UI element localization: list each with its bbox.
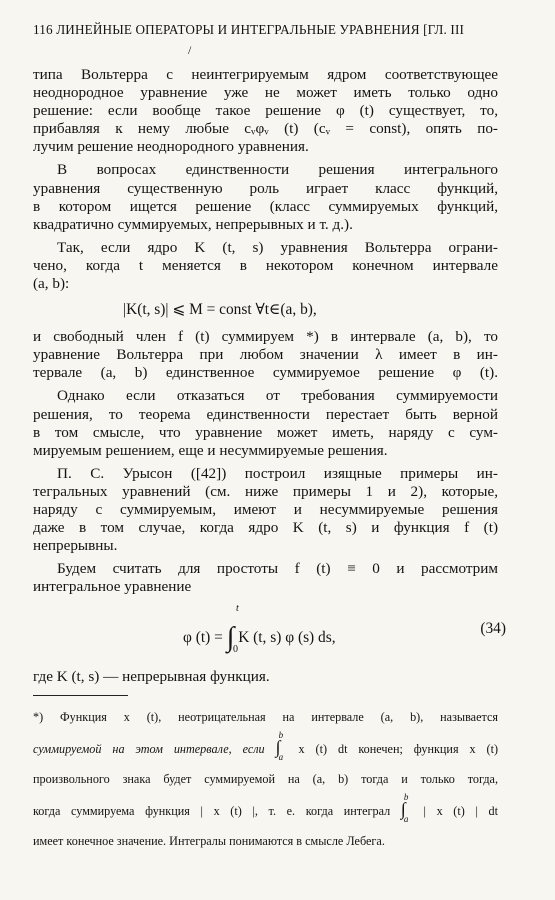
integral-sign-icon: ∫ b a xyxy=(276,732,288,762)
header-title: ЛИНЕЙНЫЕ ОПЕРАТОРЫ И ИНТЕГРАЛЬНЫЕ УРАВНЕНИЯ xyxy=(56,22,420,37)
integral-lower-limit: 0 xyxy=(233,644,238,656)
text-line: непрерывны. xyxy=(33,537,118,555)
paragraph-8 xyxy=(33,668,498,686)
equation-lhs: φ (t) = xyxy=(183,629,223,647)
text-line: уравнение Вольтерра при любом значении λ имеет в ин- xyxy=(33,346,498,364)
footnote-line xyxy=(33,729,499,764)
text-line: где K (t, s) — непрерывная функция. xyxy=(33,668,270,686)
equation-number: (34) xyxy=(480,620,506,638)
paragraph-4 xyxy=(33,328,498,382)
text-line: типа Вольтерра с неинтегрируемым ядром соответствующее xyxy=(33,66,498,83)
footnote-text: суммируемой на этом интервале, если xyxy=(33,741,265,756)
text-line: тервале (a, b) единственное суммируемое решение φ (t). xyxy=(33,364,498,382)
integral-sign-icon: ∫ xyxy=(226,622,235,654)
text-line: Будем считать для простоты f (t) ≡ 0 и рассмотрим xyxy=(57,560,498,578)
stray-mark: / xyxy=(188,43,192,57)
integral-sign-icon: ∫ b a xyxy=(401,794,413,824)
header-chapter: [ГЛ. III xyxy=(423,22,465,37)
text-line: уравнения существенную роль играет класс функций, xyxy=(33,179,498,197)
paragraph-1 xyxy=(33,66,498,156)
text-line: В вопросах единственности решения интегрального xyxy=(57,161,498,179)
integral-lower-limit: a xyxy=(403,813,409,824)
text-line: в котором ищется решение (класс суммируемых функций, xyxy=(33,197,498,215)
footnote-line: произвольного знака будет суммируемой на (a, b) тогда и только тогда, xyxy=(33,771,498,786)
text-line: решение: если вообще такое решение φ (t) существует, то, xyxy=(33,102,498,120)
text-line: Так, если ядро K (t, s) уравнения Вольтерра ограни- xyxy=(57,238,498,256)
footnote-text: | x (t) | dt xyxy=(423,803,498,818)
integral-equation xyxy=(33,600,506,664)
kernel-bound-formula: |K(t, s)| ⩽ M = const ∀t∈(a, b), xyxy=(123,301,317,319)
text-line: квадратично суммируемых, непрерывных и т. д.). xyxy=(33,215,353,233)
equation-rhs: K (t, s) φ (s) ds, xyxy=(238,629,336,647)
integral-upper-limit: b xyxy=(403,791,409,802)
page-number: 116 xyxy=(33,22,53,37)
text-line: и свободный член f (t) суммируем *) в интервале (a, b), то xyxy=(33,328,498,346)
text-line: наряду с суммируемым, имеют и несуммируемые решения xyxy=(33,500,498,518)
text-line: лучим решение неоднородного уравнения. xyxy=(33,138,309,156)
text-line: П. С. Урысон ([42]) построил изящные примеры ин- xyxy=(57,464,498,482)
footnote-line: *) Функция x (t), неотрицательная на интервале (a, b), называется xyxy=(33,709,498,724)
footnote-line: имеет конечное значение. Интегралы понимаются в смысле Лебега. xyxy=(33,833,385,848)
text-line: даже в том случае, когда ядро K (t, s) и функция f (t) xyxy=(33,519,498,537)
footnote-divider xyxy=(33,695,128,696)
footnote-line xyxy=(33,791,498,826)
integral-lower-limit: a xyxy=(278,751,284,762)
running-header xyxy=(33,22,498,38)
text-line: мируемым решением, еще и несуммируемые решения. xyxy=(33,441,388,459)
text-line: Однако если отказаться от требования суммируемости xyxy=(57,387,498,405)
integral-upper-limit: t xyxy=(236,603,239,615)
footnote xyxy=(33,702,498,856)
paragraph-3 xyxy=(33,239,498,293)
text-line: решения, то теорема единственности перестает быть верной xyxy=(33,405,498,423)
page-body xyxy=(33,66,506,856)
text-line: (a, b): xyxy=(33,275,70,293)
paragraph-7 xyxy=(33,560,498,596)
paragraph-6 xyxy=(33,465,498,555)
text-line: прибавляя к нему любые cᵥφᵥ (t) (cᵥ = const), опять по- xyxy=(33,120,498,138)
paragraph-2 xyxy=(33,161,498,233)
footnote-text: когда суммируема функция | x (t) |, т. е. когда интеграл xyxy=(33,803,391,818)
equation-body xyxy=(183,620,336,654)
text-line: интегральное уравнение xyxy=(33,578,192,596)
text-line: неоднородное уравнение уже не может иметь только одно xyxy=(33,84,498,102)
book-page xyxy=(33,22,506,856)
text-line: в том смысле, что уравнение может иметь, наряду с сум- xyxy=(33,423,498,441)
paragraph-5 xyxy=(33,387,498,459)
text-line: чено, когда t меняется в некотором конечном интервале xyxy=(33,256,498,274)
integral-upper-limit: b xyxy=(278,729,284,740)
text-line: тегральных уравнений (см. ниже примеры 1 и 2), которые, xyxy=(33,482,498,500)
footnote-text: x (t) dt конечен; функция x (t) xyxy=(298,741,499,756)
